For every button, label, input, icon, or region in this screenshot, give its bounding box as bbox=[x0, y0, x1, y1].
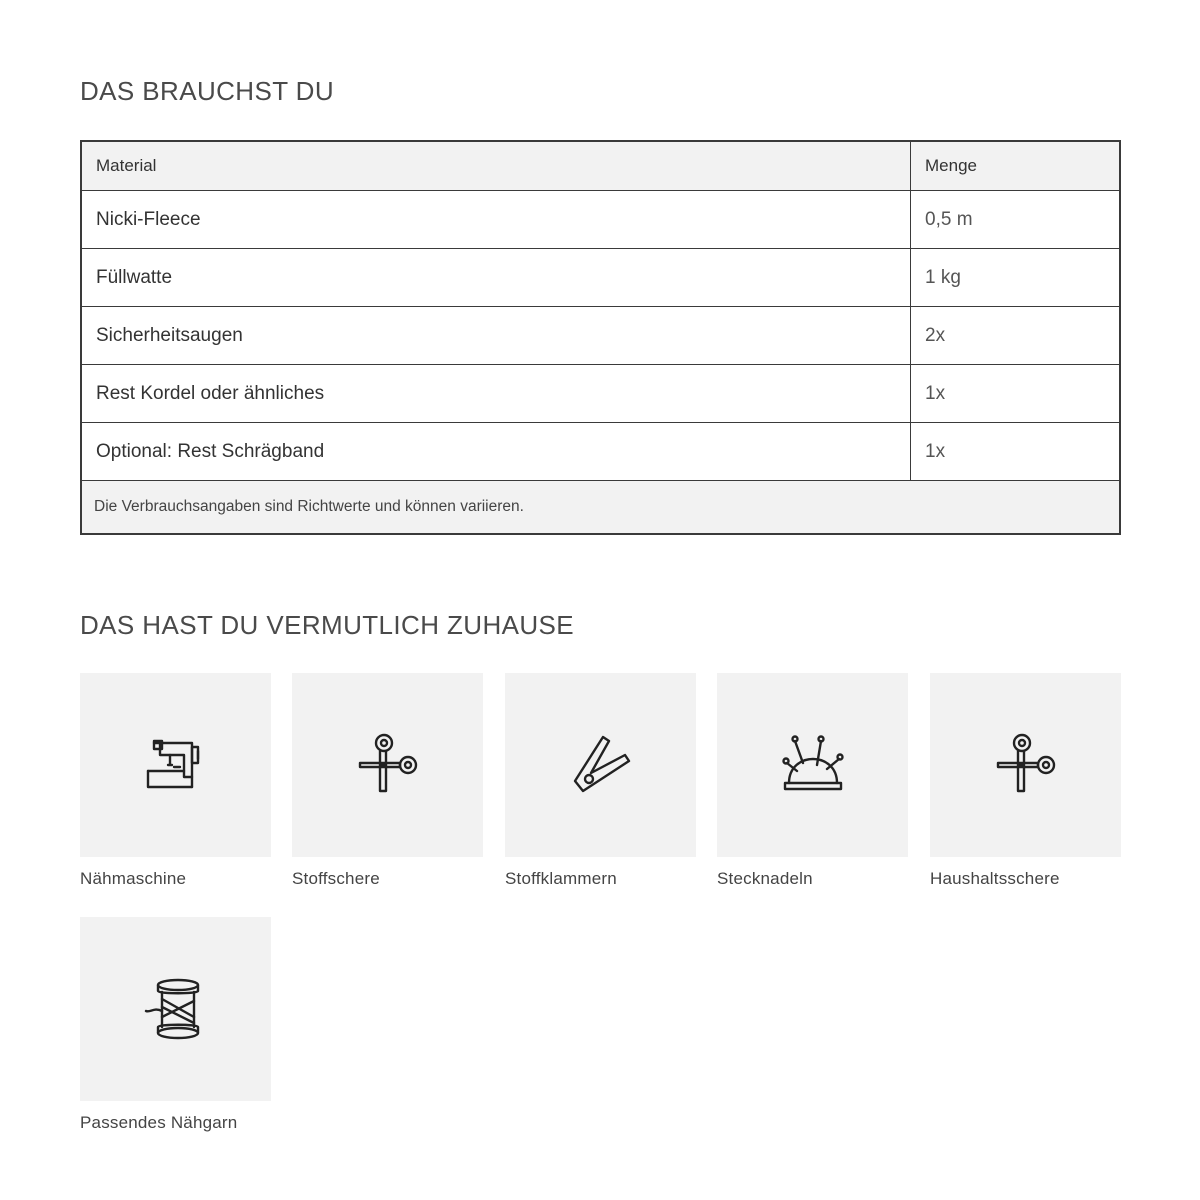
tool-label: Haushaltsschere bbox=[930, 869, 1060, 888]
section-title-need: DAS BRAUCHST DU bbox=[80, 76, 335, 106]
tool-card-fabric-clips bbox=[505, 673, 696, 889]
scissors-icon bbox=[994, 733, 1058, 797]
table-row bbox=[81, 365, 1120, 423]
thread-spool-icon bbox=[144, 977, 208, 1041]
scissors-icon bbox=[356, 733, 420, 797]
tool-label: Nähmaschine bbox=[80, 869, 187, 888]
table-footnote: Die Verbrauchsangaben sind Richtwerte und können variieren. bbox=[81, 481, 1120, 535]
tool-tile bbox=[930, 673, 1121, 857]
materials-table bbox=[80, 140, 1121, 535]
pincushion-icon bbox=[781, 733, 845, 797]
table-row bbox=[81, 191, 1120, 249]
tool-label: Stecknadeln bbox=[717, 869, 813, 888]
tool-label: Stoffklammern bbox=[505, 869, 617, 888]
sewing-machine-icon bbox=[144, 733, 208, 797]
quantity-cell: 0,5 m bbox=[911, 191, 1121, 249]
tool-card-sewing-machine bbox=[80, 673, 271, 889]
table-row bbox=[81, 307, 1120, 365]
tool-label: Passendes Nähgarn bbox=[80, 1113, 238, 1132]
material-cell: Sicherheitsaugen bbox=[81, 307, 911, 365]
material-cell: Optional: Rest Schrägband bbox=[81, 423, 911, 481]
quantity-cell: 1 kg bbox=[911, 249, 1121, 307]
table-row bbox=[81, 249, 1120, 307]
section-title-home: DAS HAST DU VERMUTLICH ZUHAUSE bbox=[80, 610, 575, 640]
material-cell: Nicki-Fleece bbox=[81, 191, 911, 249]
clip-icon bbox=[569, 733, 633, 797]
tool-card-fabric-scissors bbox=[292, 673, 483, 889]
table-row bbox=[81, 423, 1120, 481]
tool-tile bbox=[80, 917, 271, 1101]
material-cell: Füllwatte bbox=[81, 249, 911, 307]
table-footnote-row bbox=[81, 481, 1120, 535]
tool-card-thread bbox=[80, 917, 271, 1133]
quantity-cell: 2x bbox=[911, 307, 1121, 365]
tool-card-household-scissors bbox=[930, 673, 1121, 889]
table-header-row bbox=[81, 141, 1120, 191]
column-header-material: Material bbox=[81, 141, 911, 191]
tool-tile bbox=[505, 673, 696, 857]
material-cell: Rest Kordel oder ähnliches bbox=[81, 365, 911, 423]
tool-label: Stoffschere bbox=[292, 869, 380, 888]
column-header-quantity: Menge bbox=[911, 141, 1121, 191]
tool-tile bbox=[80, 673, 271, 857]
tool-card-pins bbox=[717, 673, 908, 889]
quantity-cell: 1x bbox=[911, 423, 1121, 481]
tool-tile bbox=[292, 673, 483, 857]
quantity-cell: 1x bbox=[911, 365, 1121, 423]
tool-tile bbox=[717, 673, 908, 857]
